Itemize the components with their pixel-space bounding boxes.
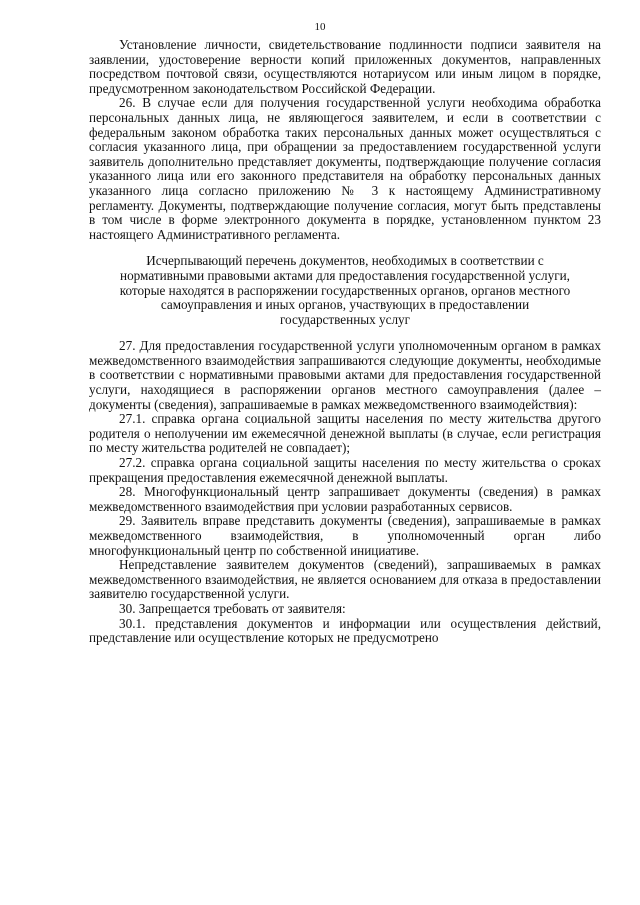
paragraph-27-1: 27.1. справка органа социальной защиты населения по месту жительства другого родителя о неполучении им ежемесячной денежной выплаты (в случае, если регистрация по месту жительства родителей не совпадает); <box>89 411 601 456</box>
heading-line: которые находятся в распоряжении государственных органов, органов местного <box>119 282 571 298</box>
section-heading <box>89 254 601 327</box>
paragraph-27-2: 27.2. справка органа социальной защиты населения по месту жительства о сроках прекращения предоставления ежемесячной денежной выплаты. <box>89 455 601 485</box>
heading-line: государственных услуг <box>279 311 411 327</box>
paragraph-27: 27. Для предоставления государственной услуги уполномоченным органом в рамках межведомственного взаимодействия запрашиваются следующие документы, необходимые в соответствии с нормативными правовыми актами для предоставления государственной услуги, находящиеся в распоряжении органов местного самоуправления (далее – документы (сведения), запрашиваемые в рамках межведомственного взаимодействия): <box>89 338 601 412</box>
heading-line: нормативными правовыми актами для предоставления государственной услуги, <box>120 267 570 283</box>
paragraph-30: 30. Запрещается требовать от заявителя: <box>119 600 346 616</box>
paragraph-28: 28. Многофункциональный центр запрашивает документы (сведения) в рамках межведомственного взаимодействия при условии разработанных сервисов. <box>89 484 601 514</box>
document-body <box>89 38 601 646</box>
paragraph-26: 26. В случае если для получения государственной услуги необходима обработка персональных данных лица, не являющегося заявителем, и если в соответствии с федеральным законом обработка таких персональных данных может осуществляться с согласия указанного лица, при обращении за предоставлением государственной услуги заявитель дополнительно представляет документы, подтверждающие получение согласия указанного лица или его законного представителя на обработку персональных данных указанного лица согласно приложению № 3 к настоящему Административному регламенту. Документы, подтверждающие получение согласия, могут быть представлены в том числе в форме электронного документа в порядке, установленном пунктом 23 настоящего Административного регламента. <box>89 95 601 242</box>
heading-line: Исчерпывающий перечень документов, необходимых в соответствии с <box>146 253 544 269</box>
heading-line: самоуправления и иных органов, участвующих в предоставлении <box>160 297 530 313</box>
paragraph-29: 29. Заявитель вправе представить документы (сведения), запрашиваемые в рамках межведомственного взаимодействия, в уполномоченный орган либо многофункциональный центр по собственной инициативе. <box>89 513 601 558</box>
paragraph-30-1: 30.1. представления документов и информации или осуществления действий, представление или осуществление которых не предусмотрено <box>89 615 601 646</box>
paragraph-notarization: Установление личности, свидетельствование подлинности подписи заявителя на заявлении, удостоверение верности копий приложенных документов, направленных посредством почтовой связи, осуществляются нотариусом или иным лицом в порядке, предусмотренном законодательством Российской Федерации. <box>89 37 601 96</box>
paragraph-non-submission: Непредставление заявителем документов (сведений), запрашиваемых в рамках межведомственного взаимодействия, не является основанием для отказа в предоставлении заявителю государственной услуги. <box>89 557 601 602</box>
page-number: 10 <box>314 21 326 33</box>
